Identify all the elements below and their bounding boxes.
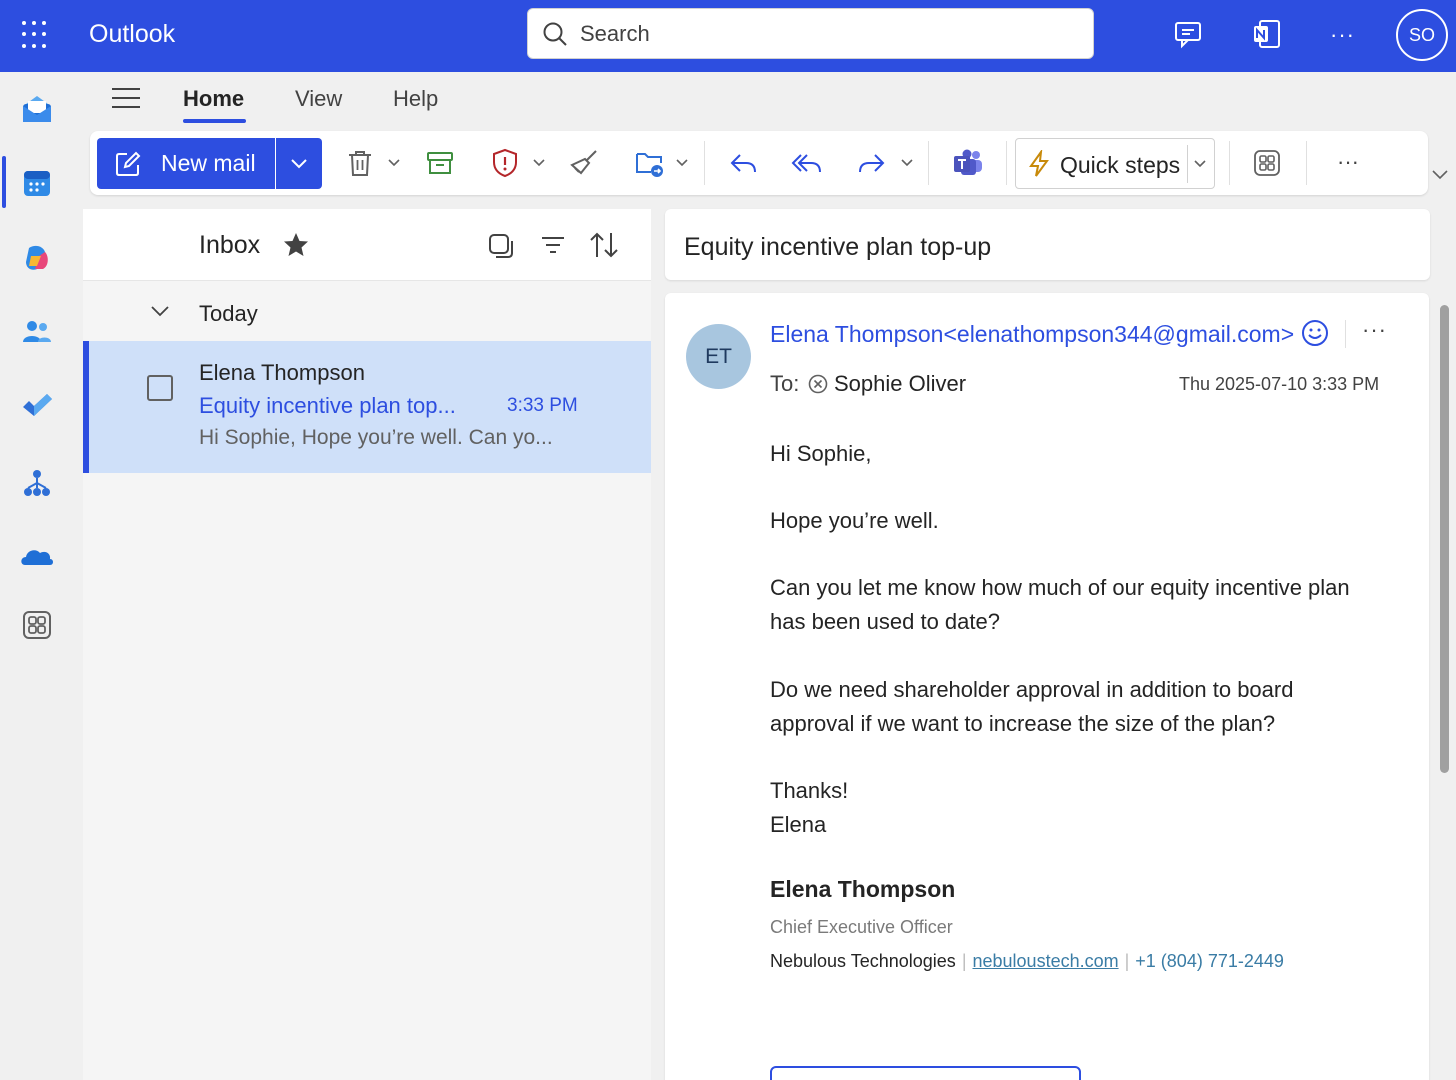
more-apps-icon[interactable] [18,606,56,644]
tab-home[interactable]: Home [183,86,245,111]
group-label: Today [199,301,258,326]
ribbon-toolbar [90,131,1428,195]
copilot-icon[interactable] [18,239,56,277]
reading-divider [1345,320,1346,348]
message-checkbox[interactable] [147,375,173,401]
people-icon[interactable] [18,313,56,351]
ribbon-divider [1229,141,1230,185]
search-icon [542,21,568,47]
signature-phone[interactable]: +1 (804) 771-2449 [1135,951,1284,971]
ribbon-expand-chevron-icon[interactable] [1432,170,1448,180]
chevron-down-icon[interactable] [151,305,169,317]
sender-avatar[interactable]: ET [686,324,751,389]
selected-indicator [83,341,89,473]
select-mode-icon[interactable] [488,233,514,259]
recipient-chip[interactable] [808,371,966,397]
body-paragraph: Do we need shareholder approval in addition to board approval if we want to increase the size of the plan? [770,677,1294,736]
todo-icon[interactable] [18,387,56,425]
favorite-star-icon[interactable] [282,231,310,259]
signature-company: Nebulous Technologies [770,951,956,971]
forward-dropdown-chevron-icon[interactable] [899,145,915,181]
compose-icon [115,151,141,177]
to-label: To: [770,371,800,396]
signature-website-link[interactable]: nebuloustech.com [972,951,1119,971]
react-smiley-icon[interactable] [1301,319,1329,347]
app-title[interactable]: Outlook [89,20,176,48]
body-paragraph: Hope you’re well. [770,508,939,533]
email-subject: Equity incentive plan top-up [684,233,992,261]
reading-pane [665,293,1429,1080]
chevron-down-icon [291,159,307,169]
message-time: 3:33 PM [507,395,578,416]
lightning-icon [1028,150,1050,178]
sender-address[interactable]: Elena Thompson<elenathompson344@gmail.com> [770,321,1295,347]
quick-steps-label: Quick steps [1060,152,1181,178]
org-explorer-icon[interactable] [18,464,56,502]
message-sender: Elena Thompson [199,360,365,385]
move-to-folder-icon[interactable] [633,145,667,181]
delete-dropdown-chevron-icon[interactable] [386,145,402,181]
reply-icon[interactable] [726,145,760,181]
calendar-icon[interactable] [18,164,56,202]
group-header-today[interactable] [83,295,651,335]
tab-view[interactable]: View [295,86,343,111]
reading-pane-scrollbar[interactable] [1440,305,1449,773]
search-box[interactable] [527,8,1094,59]
top-bar [0,0,1456,72]
signature-name: Elena Thompson [770,876,956,902]
message-list-pane [83,209,651,1080]
sweep-icon[interactable] [568,145,600,181]
list-item[interactable] [83,341,651,473]
signature-title: Chief Executive Officer [770,917,953,937]
signature-details: Nebulous Technologies | nebuloustech.com | +1 (804) 771-2449 [770,951,1284,971]
delete-icon[interactable] [345,145,375,181]
quick-steps-button[interactable] [1015,138,1215,189]
mail-icon[interactable] [18,90,56,128]
new-mail-button[interactable] [97,138,275,189]
more-icon[interactable]: ··· [1330,22,1355,47]
reply-all-icon[interactable] [790,145,824,181]
active-tab-indicator [183,119,246,123]
quick-steps-divider [1187,145,1188,183]
chevron-down-icon[interactable] [1194,160,1206,168]
onedrive-icon[interactable] [18,538,56,576]
rail-active-indicator [2,156,6,208]
ribbon-divider [704,141,705,185]
user-avatar[interactable]: SO [1396,9,1448,61]
forward-icon[interactable] [855,145,889,181]
search-input[interactable] [580,17,1080,51]
ribbon-more-button[interactable]: ··· [1337,149,1359,174]
onenote-icon[interactable] [1251,18,1283,50]
body-greeting: Hi Sophie, [770,441,872,466]
report-dropdown-chevron-icon[interactable] [531,145,547,181]
sort-icon[interactable] [589,231,619,259]
ribbon-divider [1306,141,1307,185]
message-subject: Equity incentive plan top... [199,393,456,418]
ribbon-divider [928,141,929,185]
body-paragraph: Can you let me know how much of our equity incentive plan has been used to date? [770,575,1350,634]
message-preview: Hi Sophie, Hope you’re well. Can yo... [199,426,553,449]
recipient-status-icon [808,374,828,394]
message-list-header [83,209,651,281]
filter-icon[interactable] [540,235,566,255]
suggested-reply-button[interactable] [770,1066,1081,1080]
app-rail [0,72,74,1080]
move-dropdown-chevron-icon[interactable] [674,145,690,181]
new-mail-label: New mail [161,150,256,176]
feedback-icon[interactable] [1173,18,1205,50]
message-date: Thu 2025-07-10 3:33 PM [1179,374,1380,394]
message-more-button[interactable]: ··· [1362,317,1387,342]
apps-icon[interactable] [1252,145,1282,181]
recipient-name: Sophie Oliver [834,371,967,396]
body-closing: Thanks! [770,778,849,803]
folder-title: Inbox [199,231,261,259]
ribbon-divider [1006,141,1007,185]
new-mail-dropdown-button[interactable] [276,138,322,189]
body-signoff: Elena [770,812,827,837]
app-launcher-icon[interactable] [22,21,50,49]
report-icon[interactable] [490,145,520,181]
tab-help[interactable]: Help [393,86,439,111]
subject-bar [665,209,1430,280]
hamburger-menu-icon[interactable] [112,88,140,110]
teams-icon[interactable] [951,145,985,181]
archive-icon[interactable] [425,145,455,181]
